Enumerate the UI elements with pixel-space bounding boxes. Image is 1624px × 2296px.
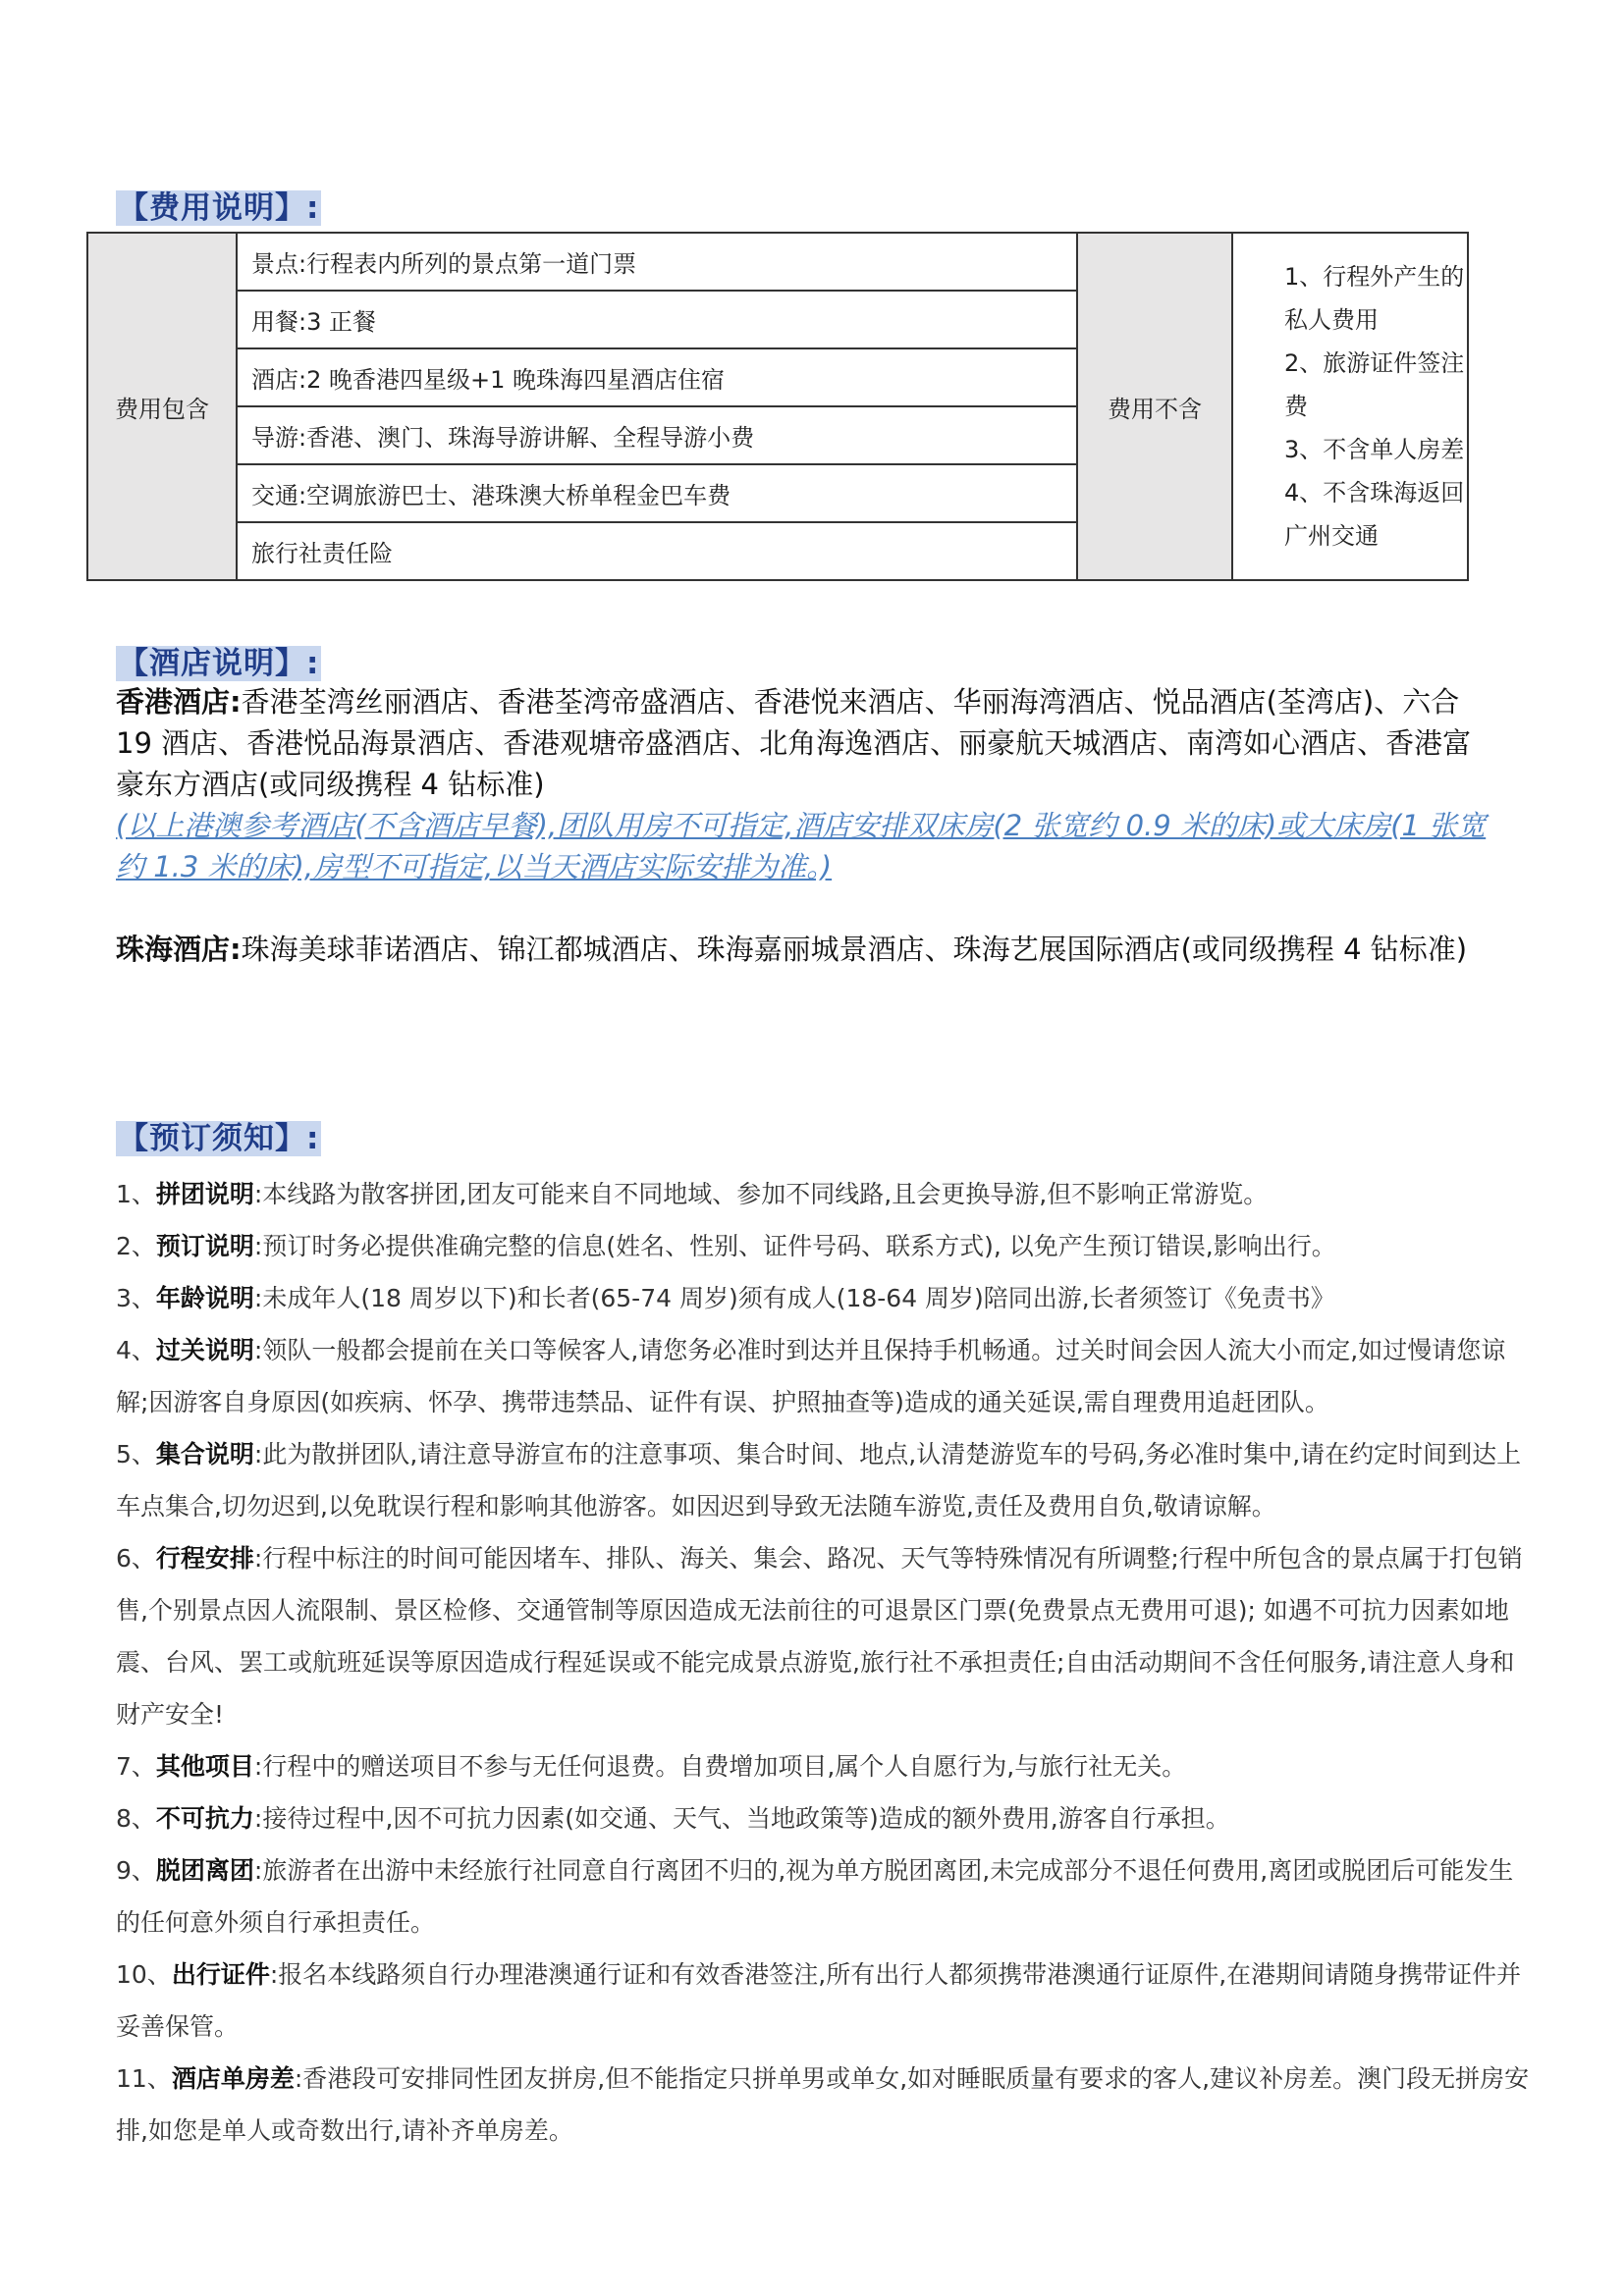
booking-item-number: 7、: [116, 1752, 156, 1781]
included-item: 旅行社责任险: [237, 522, 1077, 580]
booking-item-title: 脱团离团: [155, 1856, 254, 1885]
included-item: 景点:行程表内所列的景点第一道门票: [237, 233, 1077, 291]
included-label: 费用包含: [87, 233, 237, 580]
hk-hotel-label: 香港酒店:: [116, 685, 242, 719]
zh-hotel-paragraph: [116, 929, 1490, 970]
booking-item-title: 年龄说明: [155, 1284, 254, 1312]
booking-item-number: 5、: [116, 1440, 156, 1468]
booking-item: [116, 1844, 1530, 1949]
booking-item-number: 2、: [116, 1232, 156, 1260]
booking-item-title: 不可抗力: [155, 1804, 254, 1833]
booking-item: [116, 1220, 1530, 1272]
booking-item-title: 过关说明: [155, 1336, 254, 1364]
hotel-section-heading: 【酒店说明】:: [118, 646, 320, 681]
hk-hotel-note: (以上港澳参考酒店(不含酒店早餐),团队用房不可指定,酒店安排双床房(2 张宽约 0.9 米的床)或大床房(1 张宽约 1.3 米的床),房型不可指定,以当天酒店实际安排为准。): [116, 809, 1487, 883]
booking-item-text: :报名本线路须自行办理港澳通行证和有效香港签注,所有出行人都须携带港澳通行证原件,在港期间请随身携带证件并妥善保管。: [116, 1960, 1522, 2041]
booking-item-text: :行程中的赠送项目不参与无任何退费。自费增加项目,属个人自愿行为,与旅行社无关。: [253, 1752, 1187, 1781]
booking-section-heading: 【预订须知】:: [118, 1121, 320, 1156]
excluded-list: [1232, 233, 1468, 580]
booking-item: [116, 1168, 1530, 1220]
booking-item: [116, 2053, 1530, 2157]
included-item: 导游:香港、澳门、珠海导游讲解、全程导游小费: [237, 406, 1077, 464]
booking-item-text: :此为散拼团队,请注意导游宣布的注意事项、集合时间、地点,认清楚游览车的号码,务必准时集中,请在约定时间到达上车点集合,切勿迟到,以免耽误行程和影响其他游客。如因迟到导致无法随车游览,责任及费用自负,敬请谅解。: [116, 1440, 1522, 1521]
booking-item-number: 4、: [116, 1336, 156, 1364]
booking-item-title: 出行证件: [171, 1960, 270, 1989]
booking-list: [116, 1168, 1530, 2157]
booking-item: [116, 1949, 1530, 2053]
fee-section-heading: 【费用说明】:: [118, 190, 320, 226]
booking-item-text: :未成年人(18 周岁以下)和长者(65-74 周岁)须有成人(18-64 周岁)陪同出游,长者须签订《免责书》: [253, 1284, 1335, 1312]
booking-item-text: :预订时务必提供准确完整的信息(姓名、性别、证件号码、联系方式), 以免产生预订错误,影响出行。: [253, 1232, 1336, 1260]
excluded-item: 2、旅游证件签注费: [1284, 349, 1465, 420]
booking-item: [116, 1532, 1530, 1740]
booking-item: [116, 1272, 1530, 1324]
booking-item-text: :行程中标注的时间可能因堵车、排队、海关、集会、路况、天气等特殊情况有所调整;行程中所包含的景点属于打包销售,个别景点因人流限制、景区检修、交通管制等原因造成无法前往的可退景区门票(免费景点无费用可退); 如遇不可抗力因素如地震、台风、罢工或航班延误等原因造成行程延误或不能完成景点游览,旅行社不承担责任;自由活动期间不含任何服务,请注意人身和财产安全!: [116, 1544, 1523, 1729]
fee-table: [86, 232, 1469, 581]
zh-hotel-label: 珠海酒店:: [116, 933, 242, 966]
booking-item-text: :香港段可安排同性团友拼房,但不能指定只拼单男或单女,如对睡眠质量有要求的客人,建议补房差。澳门段无拼房安排,如您是单人或奇数出行,请补齐单房差。: [116, 2064, 1530, 2145]
booking-item-title: 行程安排: [155, 1544, 254, 1573]
booking-item: [116, 1428, 1530, 1532]
booking-item-text: :接待过程中,因不可抗力因素(如交通、天气、当地政策等)造成的额外费用,游客自行承担。: [253, 1804, 1230, 1833]
booking-item-number: 1、: [116, 1180, 156, 1208]
booking-item: [116, 1740, 1530, 1792]
excluded-label: 费用不含: [1077, 233, 1232, 580]
booking-item-number: 11、: [116, 2064, 172, 2093]
booking-item: [116, 1792, 1530, 1844]
zh-hotel-list: 珠海美球菲诺酒店、锦江都城酒店、珠海嘉丽城景酒店、珠海艺展国际酒店(或同级携程 4 钻标准): [241, 933, 1468, 966]
booking-item-number: 3、: [116, 1284, 156, 1312]
excluded-item: 1、行程外产生的私人费用: [1284, 263, 1465, 334]
included-item: 用餐:3 正餐: [237, 291, 1077, 348]
booking-item-title: 酒店单房差: [171, 2064, 295, 2093]
hk-hotel-list: 香港荃湾丝丽酒店、香港荃湾帝盛酒店、香港悦来酒店、华丽海湾酒店、悦品酒店(荃湾店)、六合 19 酒店、香港悦品海景酒店、香港观塘帝盛酒店、北角海逸酒店、丽豪航天城酒店、南湾如心酒店、香港富豪东方酒店(或同级携程 4 钻标准): [116, 685, 1472, 801]
excluded-item: 4、不含珠海返回广州交通: [1284, 479, 1465, 550]
booking-item-title: 其他项目: [155, 1752, 254, 1781]
included-item: 交通:空调旅游巴士、港珠澳大桥单程金巴车费: [237, 464, 1077, 522]
booking-item-number: 8、: [116, 1804, 156, 1833]
booking-item-text: :领队一般都会提前在关口等候客人,请您务必准时到达并且保持手机畅通。过关时间会因人流大小而定,如过慢请您谅解;因游客自身原因(如疾病、怀孕、携带违禁品、证件有误、护照抽查等)造成的通关延误,需自理费用追赶团队。: [116, 1336, 1506, 1416]
booking-item-number: 6、: [116, 1544, 156, 1573]
booking-item-number: 9、: [116, 1856, 156, 1885]
booking-item-text: :本线路为散客拼团,团友可能来自不同地域、参加不同线路,且会更换导游,但不影响正常游览。: [253, 1180, 1269, 1208]
booking-item-title: 预订说明: [155, 1232, 254, 1260]
booking-item-title: 拼团说明: [155, 1180, 254, 1208]
booking-item-title: 集合说明: [155, 1440, 254, 1468]
booking-item-text: :旅游者在出游中未经旅行社同意自行离团不归的,视为单方脱团离团,未完成部分不退任何费用,离团或脱团后可能发生的任何意外须自行承担责任。: [116, 1856, 1514, 1937]
hk-hotel-paragraph: [116, 681, 1490, 805]
excluded-item: 3、不含单人房差: [1284, 436, 1465, 463]
booking-item: [116, 1324, 1530, 1428]
included-item: 酒店:2 晚香港四星级+1 晚珠海四星酒店住宿: [237, 348, 1077, 406]
booking-item-number: 10、: [116, 1960, 172, 1989]
